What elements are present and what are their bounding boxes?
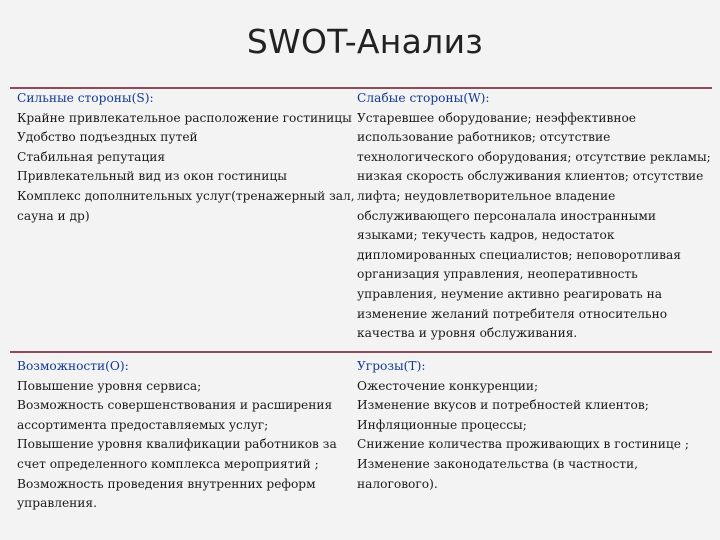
table-middle-rule [10, 351, 712, 353]
opportunities-line: Возможность совершенствования и расширения [17, 398, 333, 413]
strengths-line: Удобство подъездных путей [17, 130, 198, 145]
strengths-line: Комплекс дополнительных услуг(тренажерный зал, [17, 188, 355, 203]
strengths-line: Привлекательный вид из окон гостиницы [17, 169, 287, 184]
opportunities-heading: Возможности(O): [17, 359, 129, 373]
weaknesses-line: обслуживающего персоналала иностранными [357, 208, 656, 223]
weaknesses-line: организация управления, неоперативность [357, 267, 638, 282]
weaknesses-line: дипломированных специалистов; неповоротливая [357, 247, 681, 262]
opportunities-line: счет определенного комплекса мероприятий ; [17, 456, 319, 471]
weaknesses-heading: Слабые стороны(W): [357, 91, 490, 105]
threats-line: Снижение количества проживающих в гостинице ; [357, 437, 689, 452]
weaknesses-line: качества и уровня обслуживания. [357, 326, 578, 341]
opportunities-line: ассортимента предоставляемых услуг; [17, 417, 269, 432]
strengths-line: Стабильная репутация [17, 149, 166, 164]
weaknesses-line: Устаревшее оборудование; неэффективное [357, 110, 637, 125]
threats-line: Изменение вкусов и потребностей клиентов; [357, 398, 649, 413]
opportunities-line: Повышение уровня сервиса; [17, 378, 202, 393]
weaknesses-line: языками; текучесть кадров, недостаток [357, 228, 615, 243]
threats-line: Изменение законодательства (в частности, [357, 456, 639, 471]
threats-cell [357, 357, 689, 494]
page-title: SWOT-Анализ [246, 22, 484, 61]
threats-line: налогового). [357, 476, 438, 491]
weaknesses-line: технологического оборудования; отсутствие рекламы; [357, 149, 711, 164]
opportunities-line: управления. [17, 496, 97, 511]
weaknesses-line: использование работников; отсутствие [357, 130, 611, 145]
threats-line: Ожесточение конкуренции; [357, 378, 539, 393]
strengths-heading: Сильные стороны(S): [17, 91, 154, 105]
weaknesses-line: управления, неумение активно реагировать на [357, 286, 663, 301]
threats-heading: Угрозы(T): [357, 359, 426, 373]
weaknesses-line: низкая скорость обслуживания клиентов; отсутствие [357, 169, 704, 184]
opportunities-line: Повышение уровня квалификации работников за [17, 437, 337, 452]
strengths-line: сауна и др) [17, 208, 90, 223]
swot-table [10, 87, 712, 526]
strengths-line: Крайне привлекательное расположение гостиницы [17, 110, 352, 125]
weaknesses-line: изменение желаний потребителя относительно [357, 306, 668, 321]
opportunities-line: Возможность проведения внутренних реформ [17, 476, 316, 491]
threats-line: Инфляционные процессы; [357, 417, 527, 432]
weaknesses-line: лифта; неудовлетворительное владение [357, 188, 616, 203]
strengths-cell [17, 89, 355, 226]
opportunities-cell [17, 357, 337, 514]
weaknesses-cell [357, 89, 711, 344]
